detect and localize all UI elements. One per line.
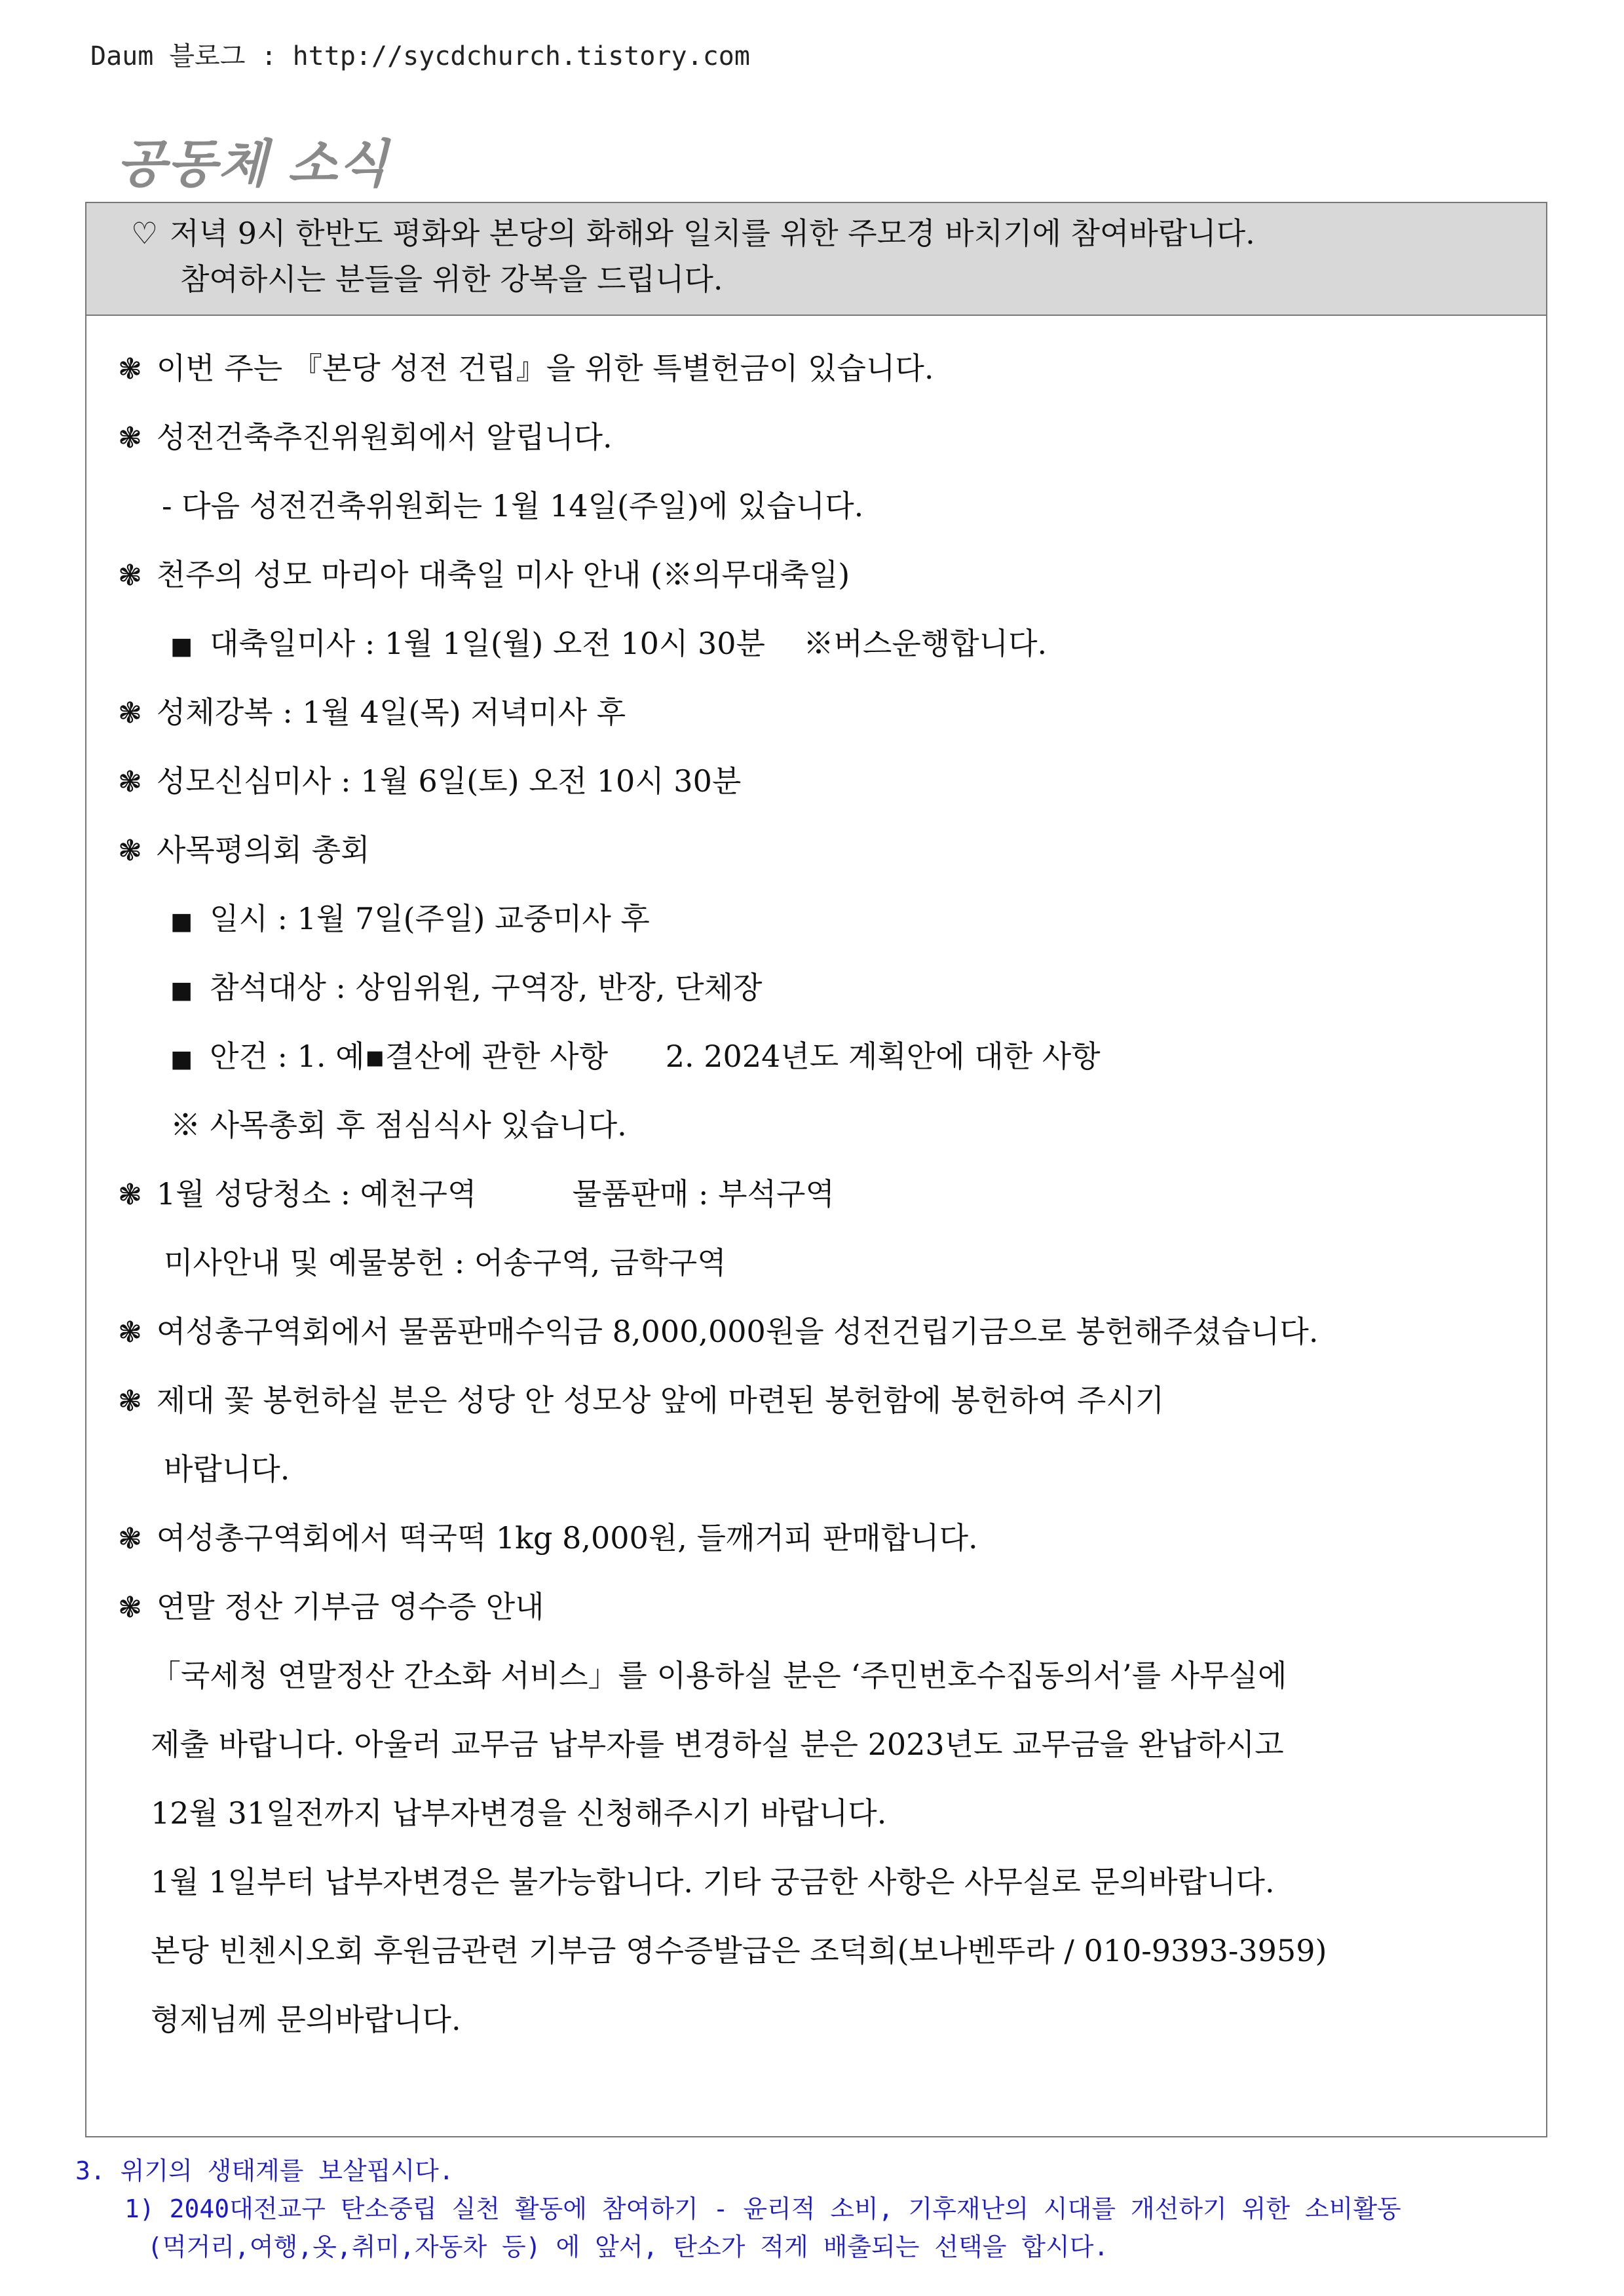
- ecology-footer: [75, 2152, 1401, 2266]
- square-bullet-icon: ■: [170, 908, 193, 935]
- list-subitem: - 다음 성전건축위원회는 1월 14일(주일)에 있습니다.: [162, 488, 864, 524]
- list-subitem: ■ 안건 : 1. 예▪결산에 관한 사항 2. 2024년도 계획안에 대한 사항: [170, 1039, 1101, 1074]
- list-continuation: 바랍니다.: [164, 1451, 290, 1487]
- list-subitem: ■ 일시 : 1월 7일(주일) 교중미사 후: [170, 901, 650, 936]
- list-item: ❃ 연말 정산 기부금 영수증 안내: [118, 1589, 544, 1624]
- list-item: ❃ 여성총구역회에서 물품판매수익금 8,000,000원을 성전건립기금으로 봉헌해주셨습니다.: [118, 1314, 1319, 1349]
- square-bullet-icon: ■: [170, 1046, 193, 1073]
- news-box: [85, 202, 1547, 2137]
- list-item: ❃ 천주의 성모 마리아 대축일 미사 안내 (※의무대축일): [118, 557, 850, 592]
- paragraph-line: 12월 31일전까지 납부자변경을 신청해주시기 바랍니다.: [151, 1795, 887, 1831]
- list-item: ❃ 제대 꽃 봉헌하실 분은 성당 안 성모상 앞에 마련된 봉헌함에 봉헌하여 주시기: [118, 1383, 1165, 1418]
- list-note: ※ 사목총회 후 점심식사 있습니다.: [170, 1107, 627, 1143]
- flower-bullet-icon: ❃: [118, 1316, 142, 1349]
- notice-line-2: 참여하시는 분들을 위한 강복을 드립니다.: [180, 261, 723, 297]
- list-item: ❃ 성전건축추진위원회에서 알립니다.: [118, 419, 613, 455]
- prayer-notice: [86, 203, 1546, 316]
- list-subitem: 미사안내 및 예물봉헌 : 어송구역, 금학구역: [164, 1245, 727, 1280]
- flower-bullet-icon: ❃: [118, 1385, 142, 1418]
- flower-bullet-icon: ❃: [118, 421, 142, 455]
- paragraph-line: 본당 빈첸시오회 후원금관련 기부금 영수증발급은 조덕희(보나벤뚜라 / 010-9393-3959): [151, 1933, 1327, 1968]
- list-item: ❃ 성모신심미사 : 1월 6일(토) 오전 10시 30분: [118, 763, 742, 799]
- notice-line-1: 저녁 9시 한반도 평화와 본당의 화해와 일치를 위한 주모경 바치기에 참여바랍니다.: [170, 216, 1255, 251]
- flower-bullet-icon: ❃: [118, 559, 142, 592]
- list-item: ❃ 사목평의회 총회: [118, 832, 370, 868]
- footer-item-continuation: (먹거리,여행,옷,취미,자동차 등) 에 앞서, 탄소가 적게 배출되는 선택을 합시다.: [147, 2232, 1109, 2261]
- paragraph-line: 1월 1일부터 납부자변경은 불가능합니다. 기타 궁금한 사항은 사무실로 문의바랍니다.: [151, 1864, 1275, 1900]
- flower-bullet-icon: ❃: [118, 1178, 142, 1212]
- flower-bullet-icon: ❃: [118, 697, 142, 730]
- flower-bullet-icon: ❃: [118, 1591, 142, 1624]
- heart-outline-icon: ♡: [131, 216, 159, 251]
- footer-heading: 3. 위기의 생태계를 보살핍시다.: [75, 2156, 454, 2185]
- flower-bullet-icon: ❃: [118, 834, 142, 868]
- list-subitem: ■ 참석대상 : 상임위원, 구역장, 반장, 단체장: [170, 970, 763, 1005]
- list-item: ❃ 성체강복 : 1월 4일(목) 저녁미사 후: [118, 695, 626, 730]
- blog-header: Daum 블로그 : http://sycdchurch.tistory.com: [90, 41, 750, 71]
- flower-bullet-icon: ❃: [118, 1522, 142, 1556]
- square-bullet-icon: ■: [170, 633, 193, 660]
- list-subitem: ■ 대축일미사 : 1월 1일(월) 오전 10시 30분 ※버스운행합니다.: [170, 626, 1048, 661]
- list-item: ❃ 1월 성당청소 : 예천구역 물품판매 : 부석구역: [118, 1176, 835, 1212]
- paragraph-line: 형제님께 문의바랍니다.: [151, 2002, 461, 2037]
- square-bullet-icon: ■: [170, 977, 193, 1004]
- flower-bullet-icon: ❃: [118, 353, 142, 386]
- footer-item: 1) 2040대전교구 탄소중립 실천 활동에 참여하기 - 윤리적 소비, 기후재난의 시대를 개선하기 위한 소비활동: [124, 2194, 1401, 2223]
- paragraph-line: 제출 바랍니다. 아울러 교무금 납부자를 변경하실 분은 2023년도 교무금을 완납하시고: [151, 1727, 1284, 1762]
- list-item: ❃ 여성총구역회에서 떡국떡 1kg 8,000원, 들깨거피 판매합니다.: [118, 1520, 978, 1556]
- paragraph-line: 「국세청 연말정산 간소화 서비스」를 이용하실 분은 ‘주민번호수집동의서’를 사무실에: [151, 1658, 1287, 1693]
- flower-bullet-icon: ❃: [118, 765, 142, 799]
- list-item: ❃ 이번 주는 『본당 성전 건립』을 위한 특별헌금이 있습니다.: [118, 351, 934, 386]
- page-title: 공동체 소식: [117, 135, 389, 194]
